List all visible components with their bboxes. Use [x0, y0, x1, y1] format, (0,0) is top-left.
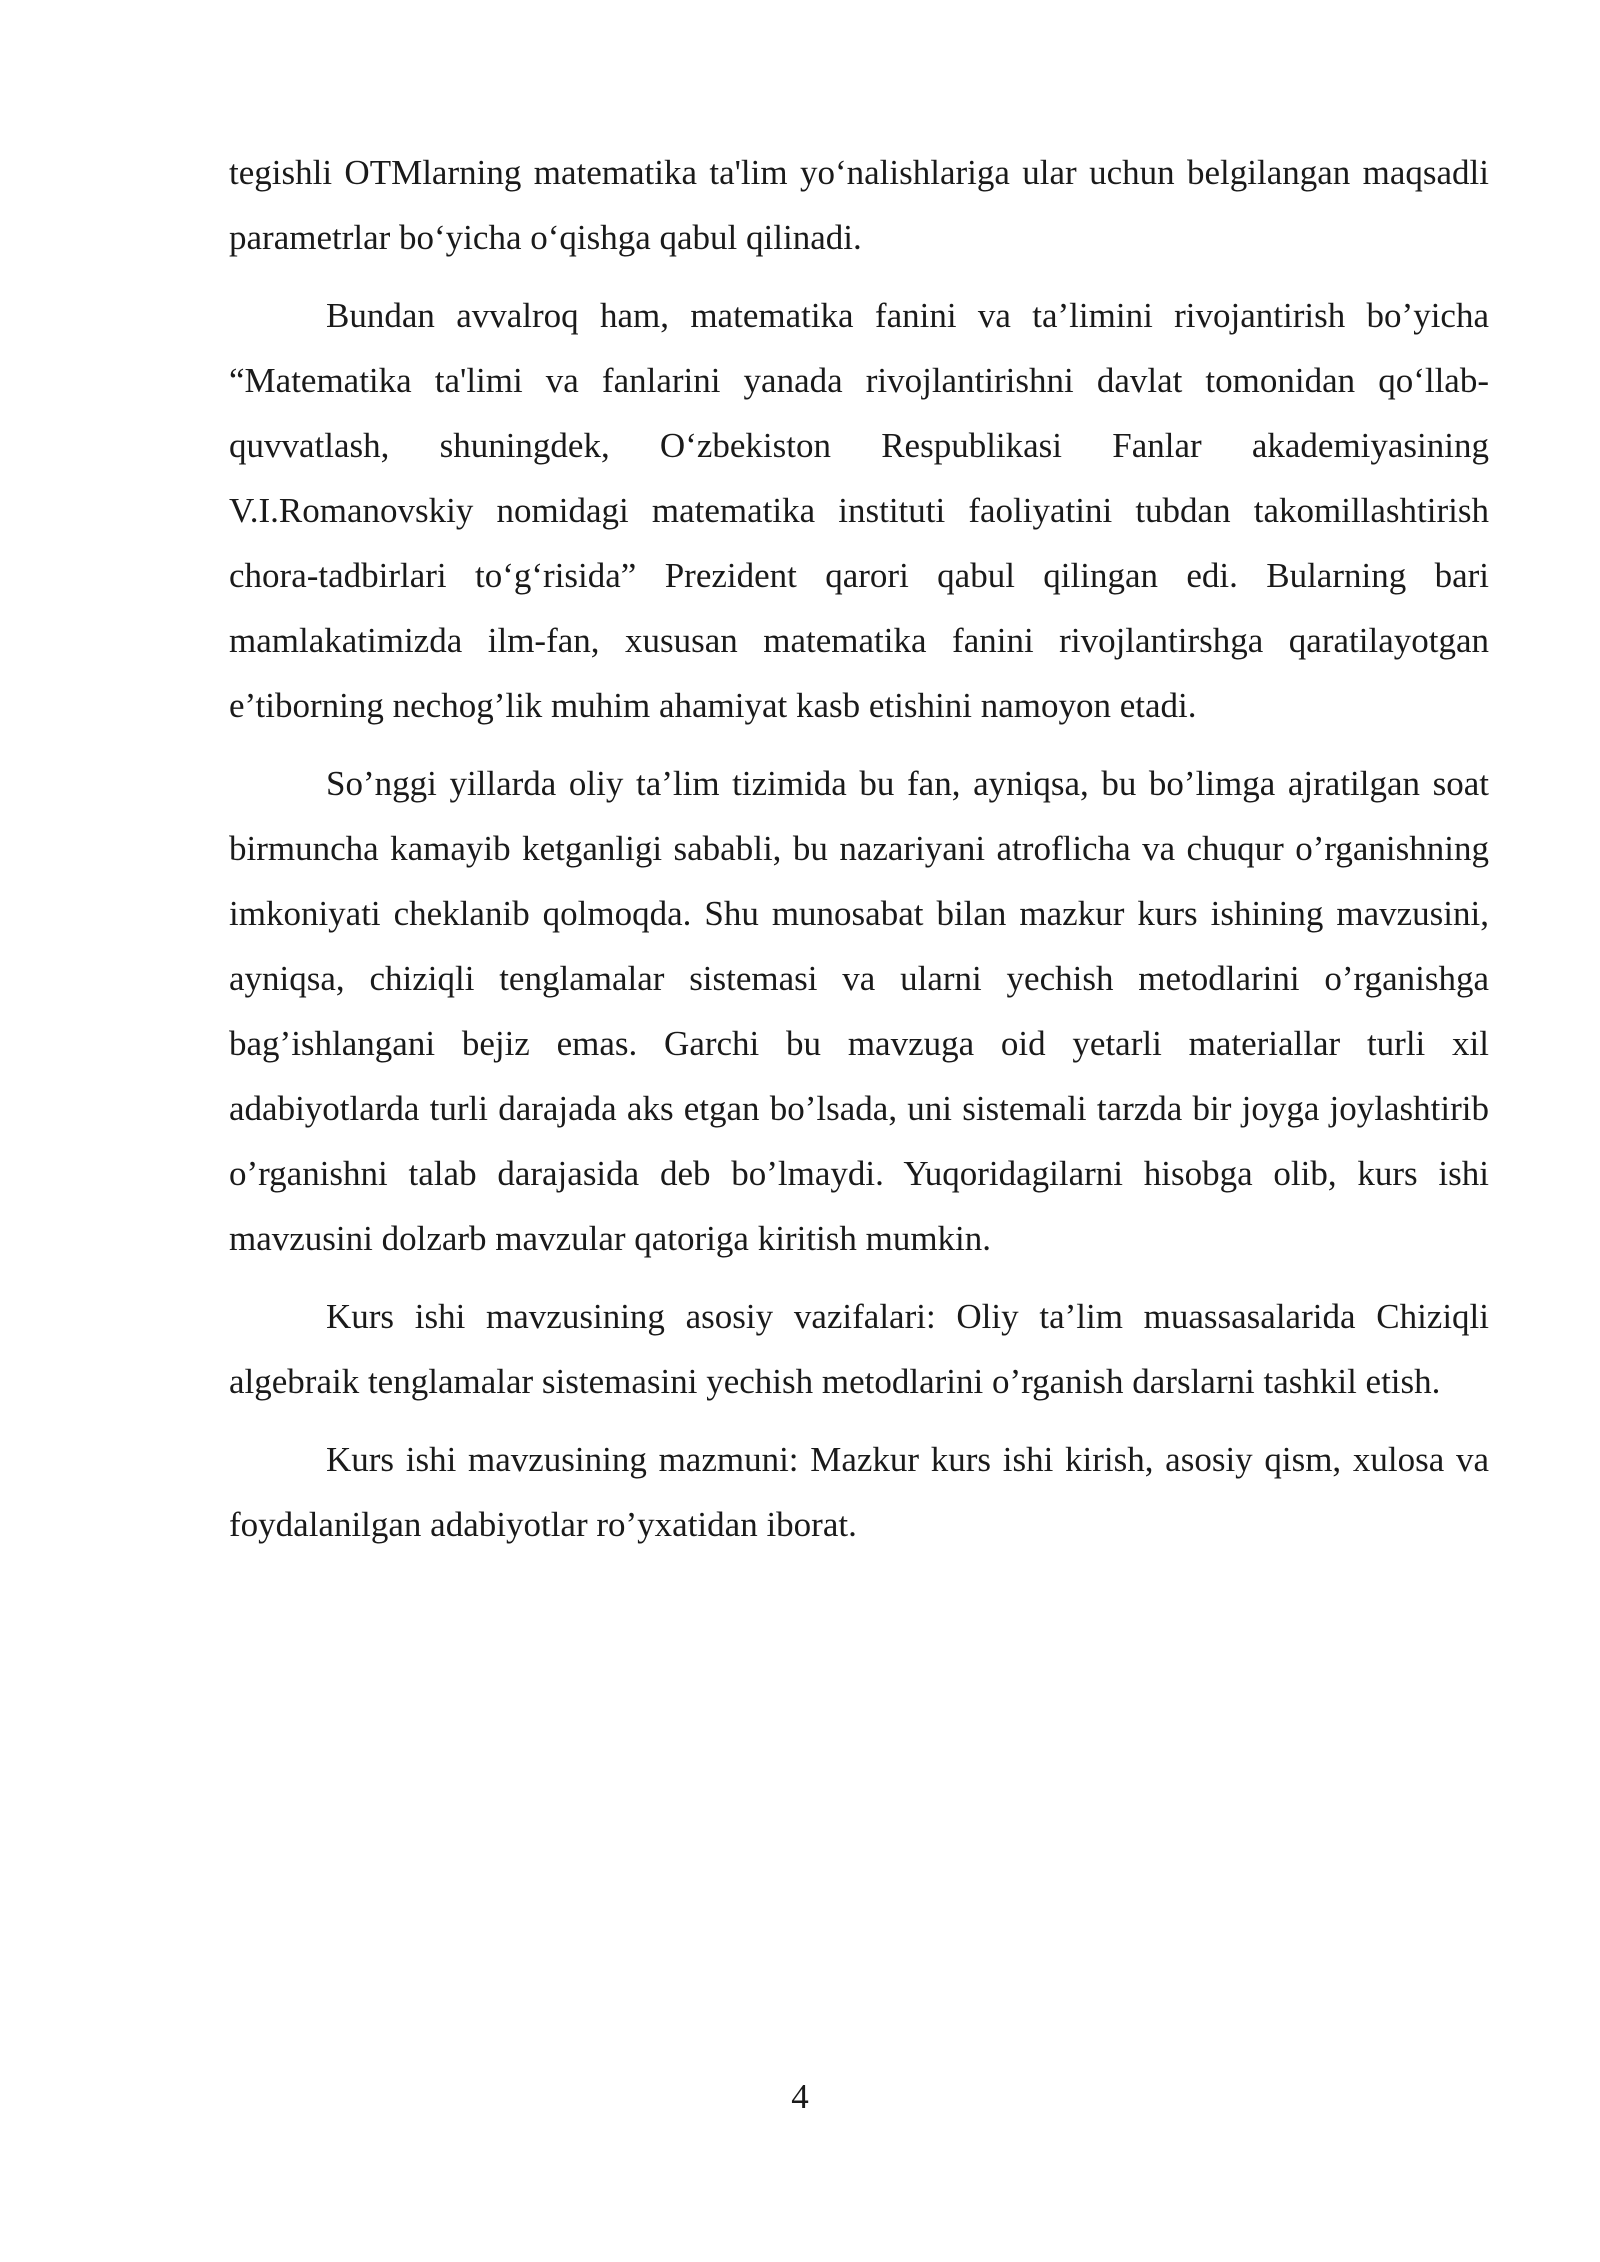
paragraph-tasks: Kurs ishi mavzusining asosiy vazifalari: Oliy ta’lim muassasalarida Chiziqli algebraik tenglamalar sistemasini yechish metodlarini o’rganish darslarni tashkil etish. [229, 1297, 1489, 1401]
paragraph-continuation: tegishli OTMlarning matematika ta'lim yo‘nalishlariga ular uchun belgilangan maqsadli parametrlar bo‘yicha o‘qishga qabul qilinadi. [229, 153, 1489, 257]
paragraph-presidential-decree: Bundan avvalroq ham, matematika fanini va ta’limini rivojantirish bo’yicha “Matematika ta'limi va fanlarini yanada rivojlantirishni davlat tomonidan qo‘llab-quvvatlash, shuningdek, O‘zbekiston Respublikasi Fanlar akademiyasining V.I.Romanovskiy nomidagi matematika instituti faoliyatini tubdan takomillashtirish chora-tadbirlari to‘g‘risida” Prezident qarori qabul qilingan edi. Bularning bari mamlakatimizda ilm-fan, xususan matematika fanini rivojlantirshga qaratilayotgan e’tiborning nechog’lik muhim ahamiyat kasb etishini namoyon etadi. [229, 296, 1489, 725]
paragraph-structure: Kurs ishi mavzusining mazmuni: Mazkur kurs ishi kirish, asosiy qism, xulosa va foydalanilgan adabiyotlar ro’yxatidan iborat. [229, 1440, 1489, 1544]
paragraph-relevance: So’nggi yillarda oliy ta’lim tizimida bu fan, ayniqsa, bu bo’limga ajratilgan soat birmuncha kamayib ketganligi sababli, bu nazariyani atroflicha va chuqur o’rganishning imkoniyati cheklanib qolmoqda. Shu munosabat bilan mazkur kurs ishining mavzusini, ayniqsa, chiziqli tenglamalar sistemasi va ularni yechish metodlarini o’rganishga bag’ishlangani bejiz emas. Garchi bu mavzuga oid yetarli materiallar turli xil adabiyotlarda turli darajada aks etgan bo’lsada, uni sistemali tarzda bir joyga joylashtirib o’rganishni talab darajasida deb bo’lmaydi. Yuqoridagilarni hisobga olib, kurs ishi mavzusini dolzarb mavzular qatoriga kiritish mumkin. [229, 764, 1489, 1258]
page-number: 4 [791, 2077, 809, 2116]
body-text [229, 140, 1489, 1570]
